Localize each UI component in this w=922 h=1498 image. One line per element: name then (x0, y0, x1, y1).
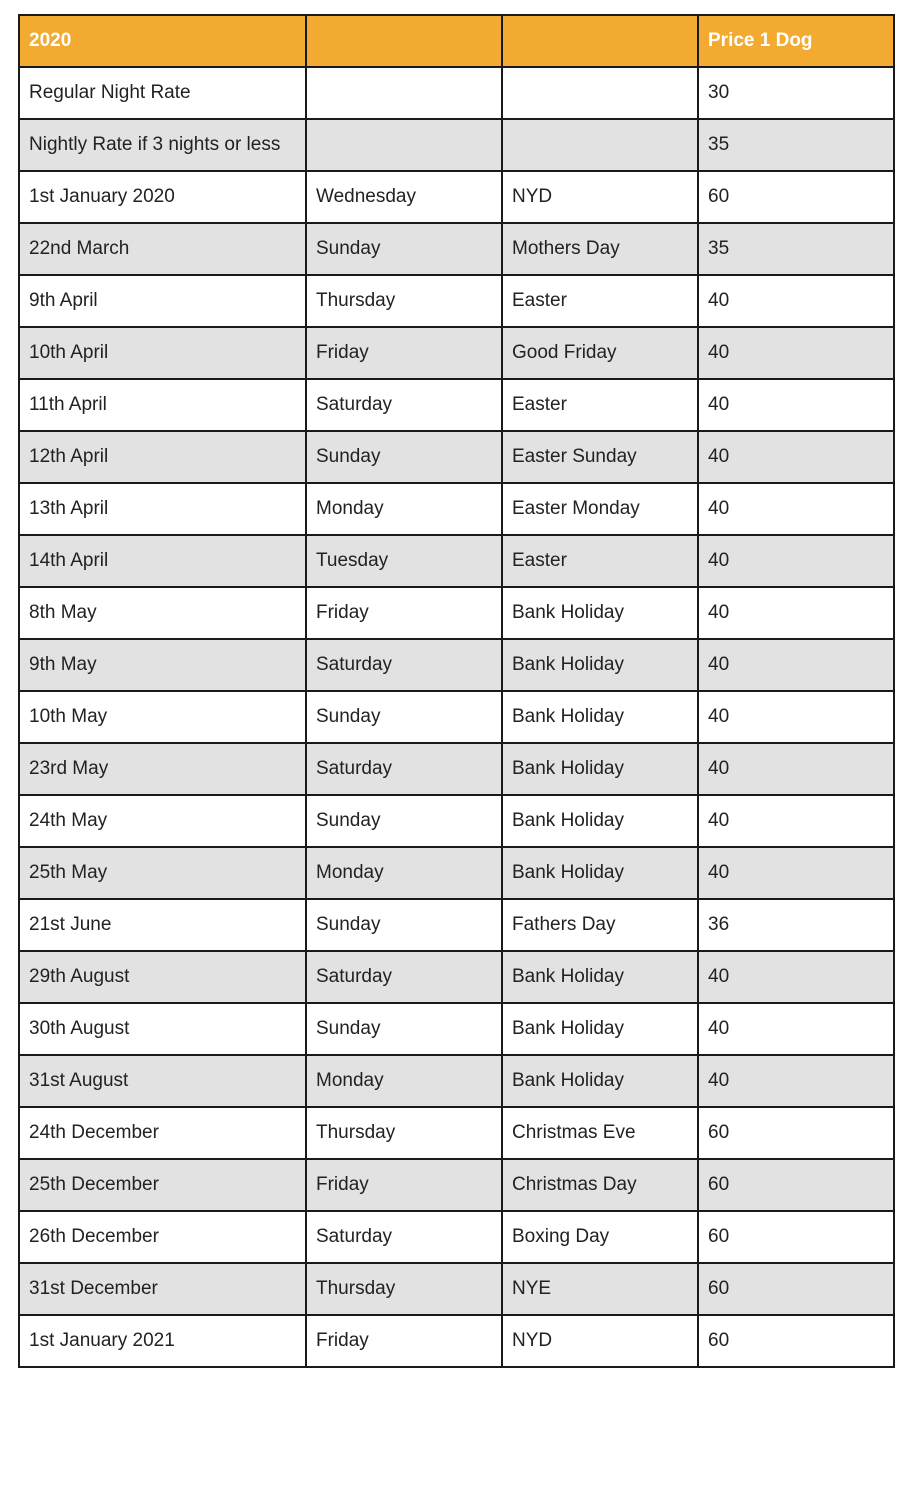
weekday-cell: Saturday (306, 379, 502, 431)
date-cell: 29th August (19, 951, 306, 1003)
price-cell: 40 (698, 691, 894, 743)
weekday-cell: Tuesday (306, 535, 502, 587)
occasion-cell: Bank Holiday (502, 587, 698, 639)
table-row (19, 275, 894, 327)
price-cell: 40 (698, 639, 894, 691)
occasion-cell: Mothers Day (502, 223, 698, 275)
price-cell: 36 (698, 899, 894, 951)
date-cell: 24th May (19, 795, 306, 847)
table-row (19, 119, 894, 171)
table-row (19, 67, 894, 119)
occasion-cell (502, 67, 698, 119)
weekday-cell: Monday (306, 847, 502, 899)
price-cell: 60 (698, 1107, 894, 1159)
table-row (19, 691, 894, 743)
occasion-cell: Bank Holiday (502, 639, 698, 691)
weekday-cell: Friday (306, 327, 502, 379)
table-row (19, 639, 894, 691)
table-row (19, 1055, 894, 1107)
date-cell: 25th December (19, 1159, 306, 1211)
weekday-cell: Saturday (306, 951, 502, 1003)
table-row (19, 535, 894, 587)
table-row (19, 1263, 894, 1315)
price-cell: 40 (698, 275, 894, 327)
weekday-cell: Sunday (306, 223, 502, 275)
occasion-cell: Christmas Eve (502, 1107, 698, 1159)
date-cell: 31st August (19, 1055, 306, 1107)
occasion-cell: Good Friday (502, 327, 698, 379)
header-day (306, 15, 502, 67)
price-cell: 40 (698, 431, 894, 483)
occasion-cell: Bank Holiday (502, 743, 698, 795)
date-cell: 22nd March (19, 223, 306, 275)
occasion-cell: Boxing Day (502, 1211, 698, 1263)
weekday-cell: Friday (306, 1315, 502, 1367)
price-table-container (18, 14, 893, 1368)
occasion-cell: NYD (502, 171, 698, 223)
weekday-cell: Sunday (306, 899, 502, 951)
date-cell: 21st June (19, 899, 306, 951)
occasion-cell: Bank Holiday (502, 795, 698, 847)
occasion-cell: Christmas Day (502, 1159, 698, 1211)
occasion-cell: NYE (502, 1263, 698, 1315)
weekday-cell: Friday (306, 1159, 502, 1211)
table-row (19, 1159, 894, 1211)
price-cell: 40 (698, 951, 894, 1003)
price-cell: 60 (698, 1263, 894, 1315)
occasion-cell: Bank Holiday (502, 847, 698, 899)
price-cell: 60 (698, 1315, 894, 1367)
date-cell: 8th May (19, 587, 306, 639)
occasion-cell (502, 119, 698, 171)
weekday-cell: Sunday (306, 691, 502, 743)
table-row (19, 587, 894, 639)
weekday-cell: Saturday (306, 743, 502, 795)
date-cell: 24th December (19, 1107, 306, 1159)
occasion-cell: Easter (502, 275, 698, 327)
weekday-cell: Sunday (306, 795, 502, 847)
table-header (19, 15, 894, 67)
weekday-cell (306, 119, 502, 171)
table-row (19, 951, 894, 1003)
date-cell: 1st January 2020 (19, 171, 306, 223)
price-cell: 60 (698, 1159, 894, 1211)
table-row (19, 795, 894, 847)
date-cell: 11th April (19, 379, 306, 431)
table-row (19, 171, 894, 223)
occasion-cell: Bank Holiday (502, 1003, 698, 1055)
price-table (18, 14, 895, 1368)
table-row (19, 743, 894, 795)
price-cell: 40 (698, 743, 894, 795)
table-body (19, 67, 894, 1367)
occasion-cell: NYD (502, 1315, 698, 1367)
weekday-cell (306, 67, 502, 119)
price-cell: 35 (698, 223, 894, 275)
price-cell: 40 (698, 587, 894, 639)
price-cell: 60 (698, 171, 894, 223)
weekday-cell: Saturday (306, 1211, 502, 1263)
weekday-cell: Thursday (306, 1107, 502, 1159)
weekday-cell: Friday (306, 587, 502, 639)
date-cell: 30th August (19, 1003, 306, 1055)
date-cell: 10th May (19, 691, 306, 743)
weekday-cell: Thursday (306, 275, 502, 327)
header-occasion (502, 15, 698, 67)
table-row (19, 1315, 894, 1367)
date-cell: 10th April (19, 327, 306, 379)
occasion-cell: Bank Holiday (502, 951, 698, 1003)
price-cell: 40 (698, 847, 894, 899)
weekday-cell: Monday (306, 483, 502, 535)
price-cell: 40 (698, 327, 894, 379)
table-row (19, 1211, 894, 1263)
date-cell: 1st January 2021 (19, 1315, 306, 1367)
date-cell: 13th April (19, 483, 306, 535)
table-row (19, 1107, 894, 1159)
date-cell: 23rd May (19, 743, 306, 795)
date-cell: 14th April (19, 535, 306, 587)
price-cell: 35 (698, 119, 894, 171)
price-cell: 60 (698, 1211, 894, 1263)
occasion-cell: Easter Sunday (502, 431, 698, 483)
price-cell: 30 (698, 67, 894, 119)
weekday-cell: Sunday (306, 431, 502, 483)
date-cell: 25th May (19, 847, 306, 899)
weekday-cell: Sunday (306, 1003, 502, 1055)
occasion-cell: Easter (502, 535, 698, 587)
weekday-cell: Saturday (306, 639, 502, 691)
occasion-cell: Easter Monday (502, 483, 698, 535)
price-cell: 40 (698, 795, 894, 847)
occasion-cell: Easter (502, 379, 698, 431)
date-cell: 9th May (19, 639, 306, 691)
weekday-cell: Monday (306, 1055, 502, 1107)
table-row (19, 483, 894, 535)
header-year: 2020 (19, 15, 306, 67)
occasion-cell: Fathers Day (502, 899, 698, 951)
occasion-cell: Bank Holiday (502, 1055, 698, 1107)
price-cell: 40 (698, 1055, 894, 1107)
table-row (19, 327, 894, 379)
header-price: Price 1 Dog (698, 15, 894, 67)
date-cell: Regular Night Rate (19, 67, 306, 119)
table-row (19, 1003, 894, 1055)
weekday-cell: Thursday (306, 1263, 502, 1315)
date-cell: 26th December (19, 1211, 306, 1263)
price-cell: 40 (698, 535, 894, 587)
date-cell: 12th April (19, 431, 306, 483)
price-cell: 40 (698, 1003, 894, 1055)
date-cell: Nightly Rate if 3 nights or less (19, 119, 306, 171)
table-row (19, 431, 894, 483)
price-cell: 40 (698, 379, 894, 431)
weekday-cell: Wednesday (306, 171, 502, 223)
table-row (19, 379, 894, 431)
table-row (19, 847, 894, 899)
table-row (19, 223, 894, 275)
date-cell: 9th April (19, 275, 306, 327)
table-row (19, 899, 894, 951)
date-cell: 31st December (19, 1263, 306, 1315)
occasion-cell: Bank Holiday (502, 691, 698, 743)
price-cell: 40 (698, 483, 894, 535)
table-header-row (19, 15, 894, 67)
